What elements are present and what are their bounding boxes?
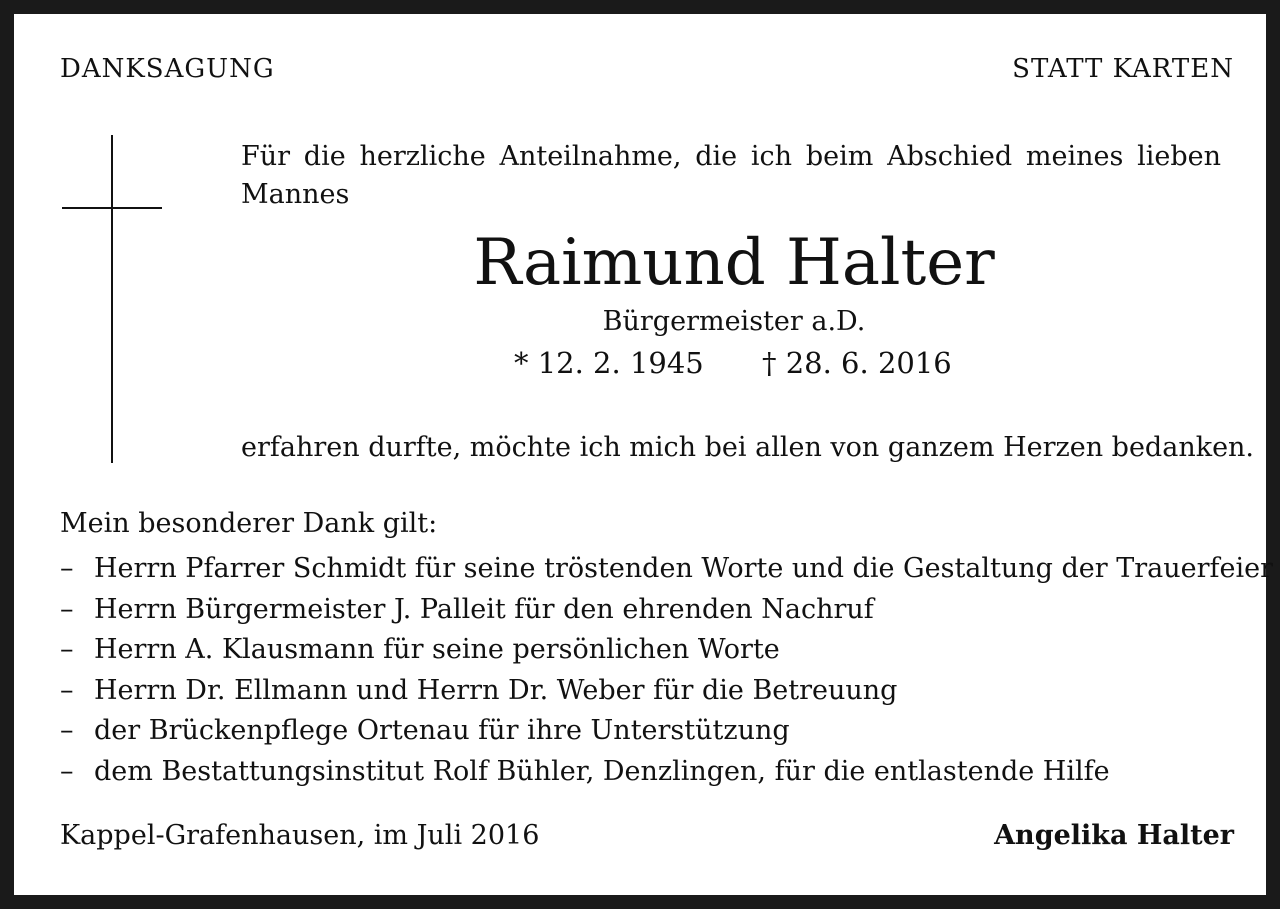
death-date: † 28. 6. 2016	[762, 346, 952, 380]
signature: Angelika Halter	[994, 820, 1234, 851]
cross-horizontal-bar	[62, 207, 162, 209]
header-statt-karten: STATT KARTEN	[1012, 54, 1234, 84]
obituary-notice	[14, 14, 1274, 895]
list-item	[60, 711, 1273, 752]
thanks-list	[60, 549, 1273, 792]
list-item-text: der Brückenpflege Ortenau für ihre Unterstützung	[94, 715, 790, 746]
dash-bullet: –	[60, 674, 74, 706]
list-item	[60, 630, 1273, 671]
list-item	[60, 671, 1273, 712]
thanks-heading: Mein besonderer Dank gilt:	[60, 508, 438, 539]
dash-bullet: –	[60, 593, 74, 625]
list-item-text: Herrn A. Klausmann für seine persönlichen Worte	[94, 634, 780, 665]
outro-text: erfahren durfte, möchte ich mich bei allen von ganzem Herzen bedanken.	[241, 432, 1255, 463]
dash-bullet: –	[60, 715, 74, 746]
dash-bullet: –	[60, 755, 74, 787]
deceased-title: Bürgermeister a.D.	[602, 306, 866, 337]
deceased-name: Raimund Halter	[473, 226, 995, 300]
birth-date: * 12. 2. 1945	[514, 346, 704, 380]
list-item	[60, 752, 1273, 793]
dash-bullet: –	[60, 553, 74, 584]
list-item-text: Herrn Pfarrer Schmidt für seine tröstenden Worte und die Gestaltung der Trauerfeier	[94, 553, 1274, 584]
list-item-text: Herrn Dr. Ellmann und Herrn Dr. Weber für die Betreuung	[94, 674, 898, 706]
dash-bullet: –	[60, 634, 74, 665]
list-item-text: Herrn Bürgermeister J. Palleit für den ehrenden Nachruf	[94, 593, 874, 625]
list-item-text: dem Bestattungsinstitut Rolf Bühler, Denzlingen, für die entlastende Hilfe	[94, 755, 1110, 787]
place-and-date: Kappel-Grafenhausen, im Juli 2016	[60, 820, 540, 851]
intro-text: Für die herzliche Anteilnahme, die ich beim Abschied meines lieben Mannes	[241, 141, 1221, 210]
header-danksagung: DANKSAGUNG	[60, 54, 275, 84]
list-item	[60, 549, 1273, 590]
list-item	[60, 590, 1273, 631]
